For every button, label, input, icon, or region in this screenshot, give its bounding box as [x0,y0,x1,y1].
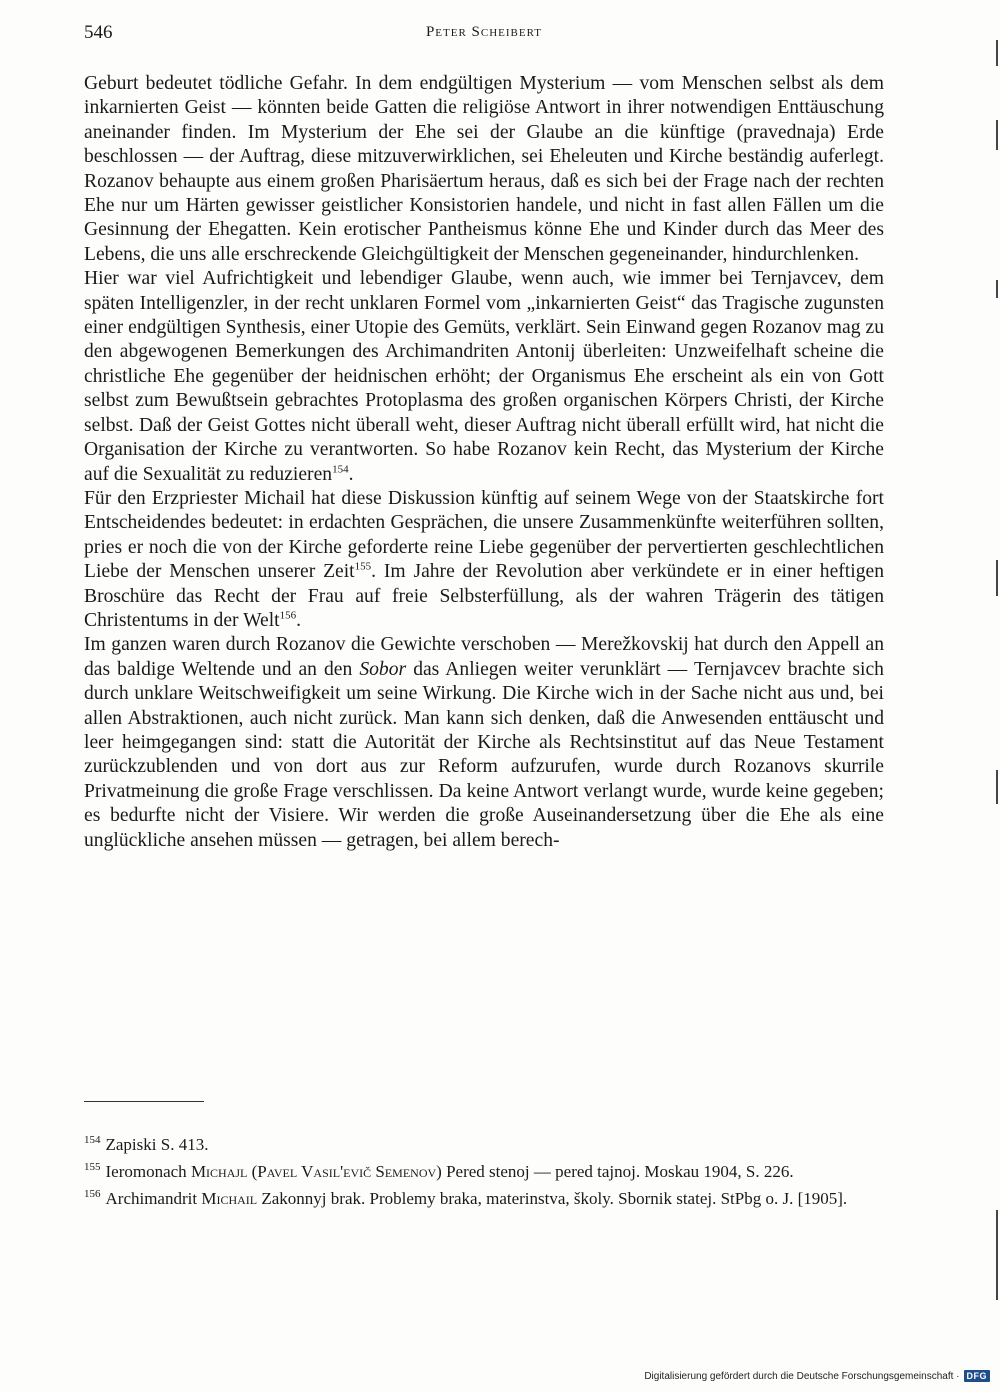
paragraph-4 [84,633,884,853]
footnote-text-pre: Ieromonach [105,1162,191,1181]
edge-mark [996,1210,998,1300]
edge-mark [996,40,998,66]
footnotes [84,1134,884,1215]
footnote-156 [84,1188,884,1209]
footnote-text: Zapiski S. 413. [105,1135,209,1154]
paragraph-2-end: . [348,463,354,485]
footnote-author: Michail [201,1189,258,1208]
footnote-number: 156 [84,1188,101,1201]
footnote-number: 155 [84,1161,101,1174]
footnote-ref-154[interactable]: 154 [332,462,349,475]
paragraph-3 [84,487,884,633]
paragraph-3-text-b: . Im Jahre der Revolution aber verkündete er in einer heftigen Broschüre das Recht der Frau auf freie Selbsterfüllung, als der wahren Trägerin des tätigen Christentums in der Welt [84,561,884,631]
footnote-155 [84,1161,884,1182]
scan-edge-marks [990,0,1000,1392]
dfg-logo: DFG [964,1370,991,1382]
paragraph-1-text: Geburt bedeutet tödliche Gefahr. In dem endgültigen Mysterium — vom Menschen selbst als dem inkarnierten Geist — könnten beide Gatten die religiöse Antwort in ihrer notwendigen Enttäuschung aneinander finden. Im Mysterium der Ehe sei der Glaube an die künftige (pravednaja) Erde beschlossen — der Auftrag, diese mitzuverwirklichen, sei Eheleuten und Kirche beständig auferlegt. Rozanov behaupte aus einem großen Pharisäertum heraus, daß es sich bei der Frage nach der rechten Ehe nur um Härten gewisser geistlicher Konsistorien handele, und nicht in fast allen Fällen um die Gesinnung der Ehegatten. Kein erotischer Pantheismus könne Ehe und Kinder durch das Meer des Lebens, die uns alle erschreckende Gleichgültigkeit der Menschen gegeneinander, hindurchlenken. [84,73,884,265]
footnote-divider [84,1101,204,1102]
footnote-author: Michajl (Pavel Vasil'evič Semenov) [190,1162,442,1181]
credit-text: Digitalisierung gefördert durch die Deutsche Forschungsgemeinschaft · [644,1370,960,1382]
paragraph-3-text-a: Für den Erzpriester Michail hat diese Diskussion künftig auf seinem Wege von der Staatskirche fort Entscheidendes bedeutet: in erdachten Gesprächen, die unsere Zusammenkünfte weiterführen sollten, pries er noch die von der Kirche geforderte reine Liebe gegenüber der pervertierten geschlechtlichen Liebe der Menschen unserer Zeit [84,487,884,583]
paragraph-2-text: Hier war viel Aufrichtigkeit und lebendiger Glaube, wenn auch, wie immer bei Ternjavcev, dem späten Intelligenzler, in der recht unklaren Formel vom „inkarnierten Geist“ das Tragische zugunsten einer endgültigen Synthesis, einer Utopie des Gemüts, verklärt. Sein Einwand gegen Rozanov mag zu den abgewogenen Bemerkungen des Archimandriten Antonij überleiten: Unzweifelhaft scheine die christliche Ehe gegenüber der heidnischen erhöht; der Organismus Ehe erscheint als ein von Gott selbst zum Bewußtsein gebrachtes Protoplasma des großen organischen Körpers Christi, der Kirche selbst. Daß der Geist Gottes nicht überall weht, dieser Auftrag nicht überall erfüllt wird, hat nicht die Organisation der Kirche zu verantworten. So habe Rozanov kein Recht, das Mysterium der Kirche auf die Sexualität zu reduzieren [84,268,884,485]
paragraph-4-text-a: Im ganzen waren durch Rozanov die Gewichte verschoben — Merežkovskij hat durch den Appell an das baldige Weltende und an den [84,634,884,680]
footnote-number: 154 [84,1134,101,1147]
edge-mark [996,560,998,596]
page-number: 546 [84,22,113,43]
sobor-term: Sobor [359,658,407,680]
paragraph-2 [84,267,884,487]
digitization-credit [644,1370,990,1382]
footnote-text-post: Pered stenoj — pered tajnoj. Moskau 1904, S. 226. [441,1162,794,1181]
paragraph-4-text-b: das Anliegen weiter verunklärt — Ternjavcev brachte sich durch unklare Weitschweifigkeit um seine Wirkung. Die Kirche wich in der Sache nicht aus und, bei allen Abstraktionen, auch nicht zurück. Man kann sich denken, daß die Anwesenden enttäuscht und leer heimgegangen sind: statt die Autorität der Kirche als Rechtsinstitut auf das Neue Testament zurückzublenden und von dort aus zur Reform aufzurufen, wurde durch Rozanovs skurrile Privatmeinung die große Frage verschlissen. Da keine Antwort verlangt wurde, wurde keine gegeben; es bedurfte nicht der Visiere. Wir werden die große Auseinandersetzung über die Ehe als eine unglückliche ansehen müssen — getragen, bei allem berech- [84,658,884,851]
running-head: Peter Scheibert [425,24,543,40]
footnote-text-post: Zakonnyj brak. Problemy braka, materinstva, školy. Sbornik statej. StPbg o. J. [1905]. [257,1189,848,1208]
footnote-ref-155[interactable]: 155 [354,560,372,573]
paragraph-1 [84,72,884,267]
main-text [84,72,884,853]
page-header [84,22,884,48]
footnote-ref-156[interactable]: 156 [279,609,297,622]
footnote-text-pre: Archimandrit [105,1189,202,1208]
edge-mark [996,770,998,804]
footnote-154 [84,1134,884,1155]
edge-mark [996,280,998,298]
edge-mark [996,120,998,150]
paragraph-3-end: . [296,609,302,631]
